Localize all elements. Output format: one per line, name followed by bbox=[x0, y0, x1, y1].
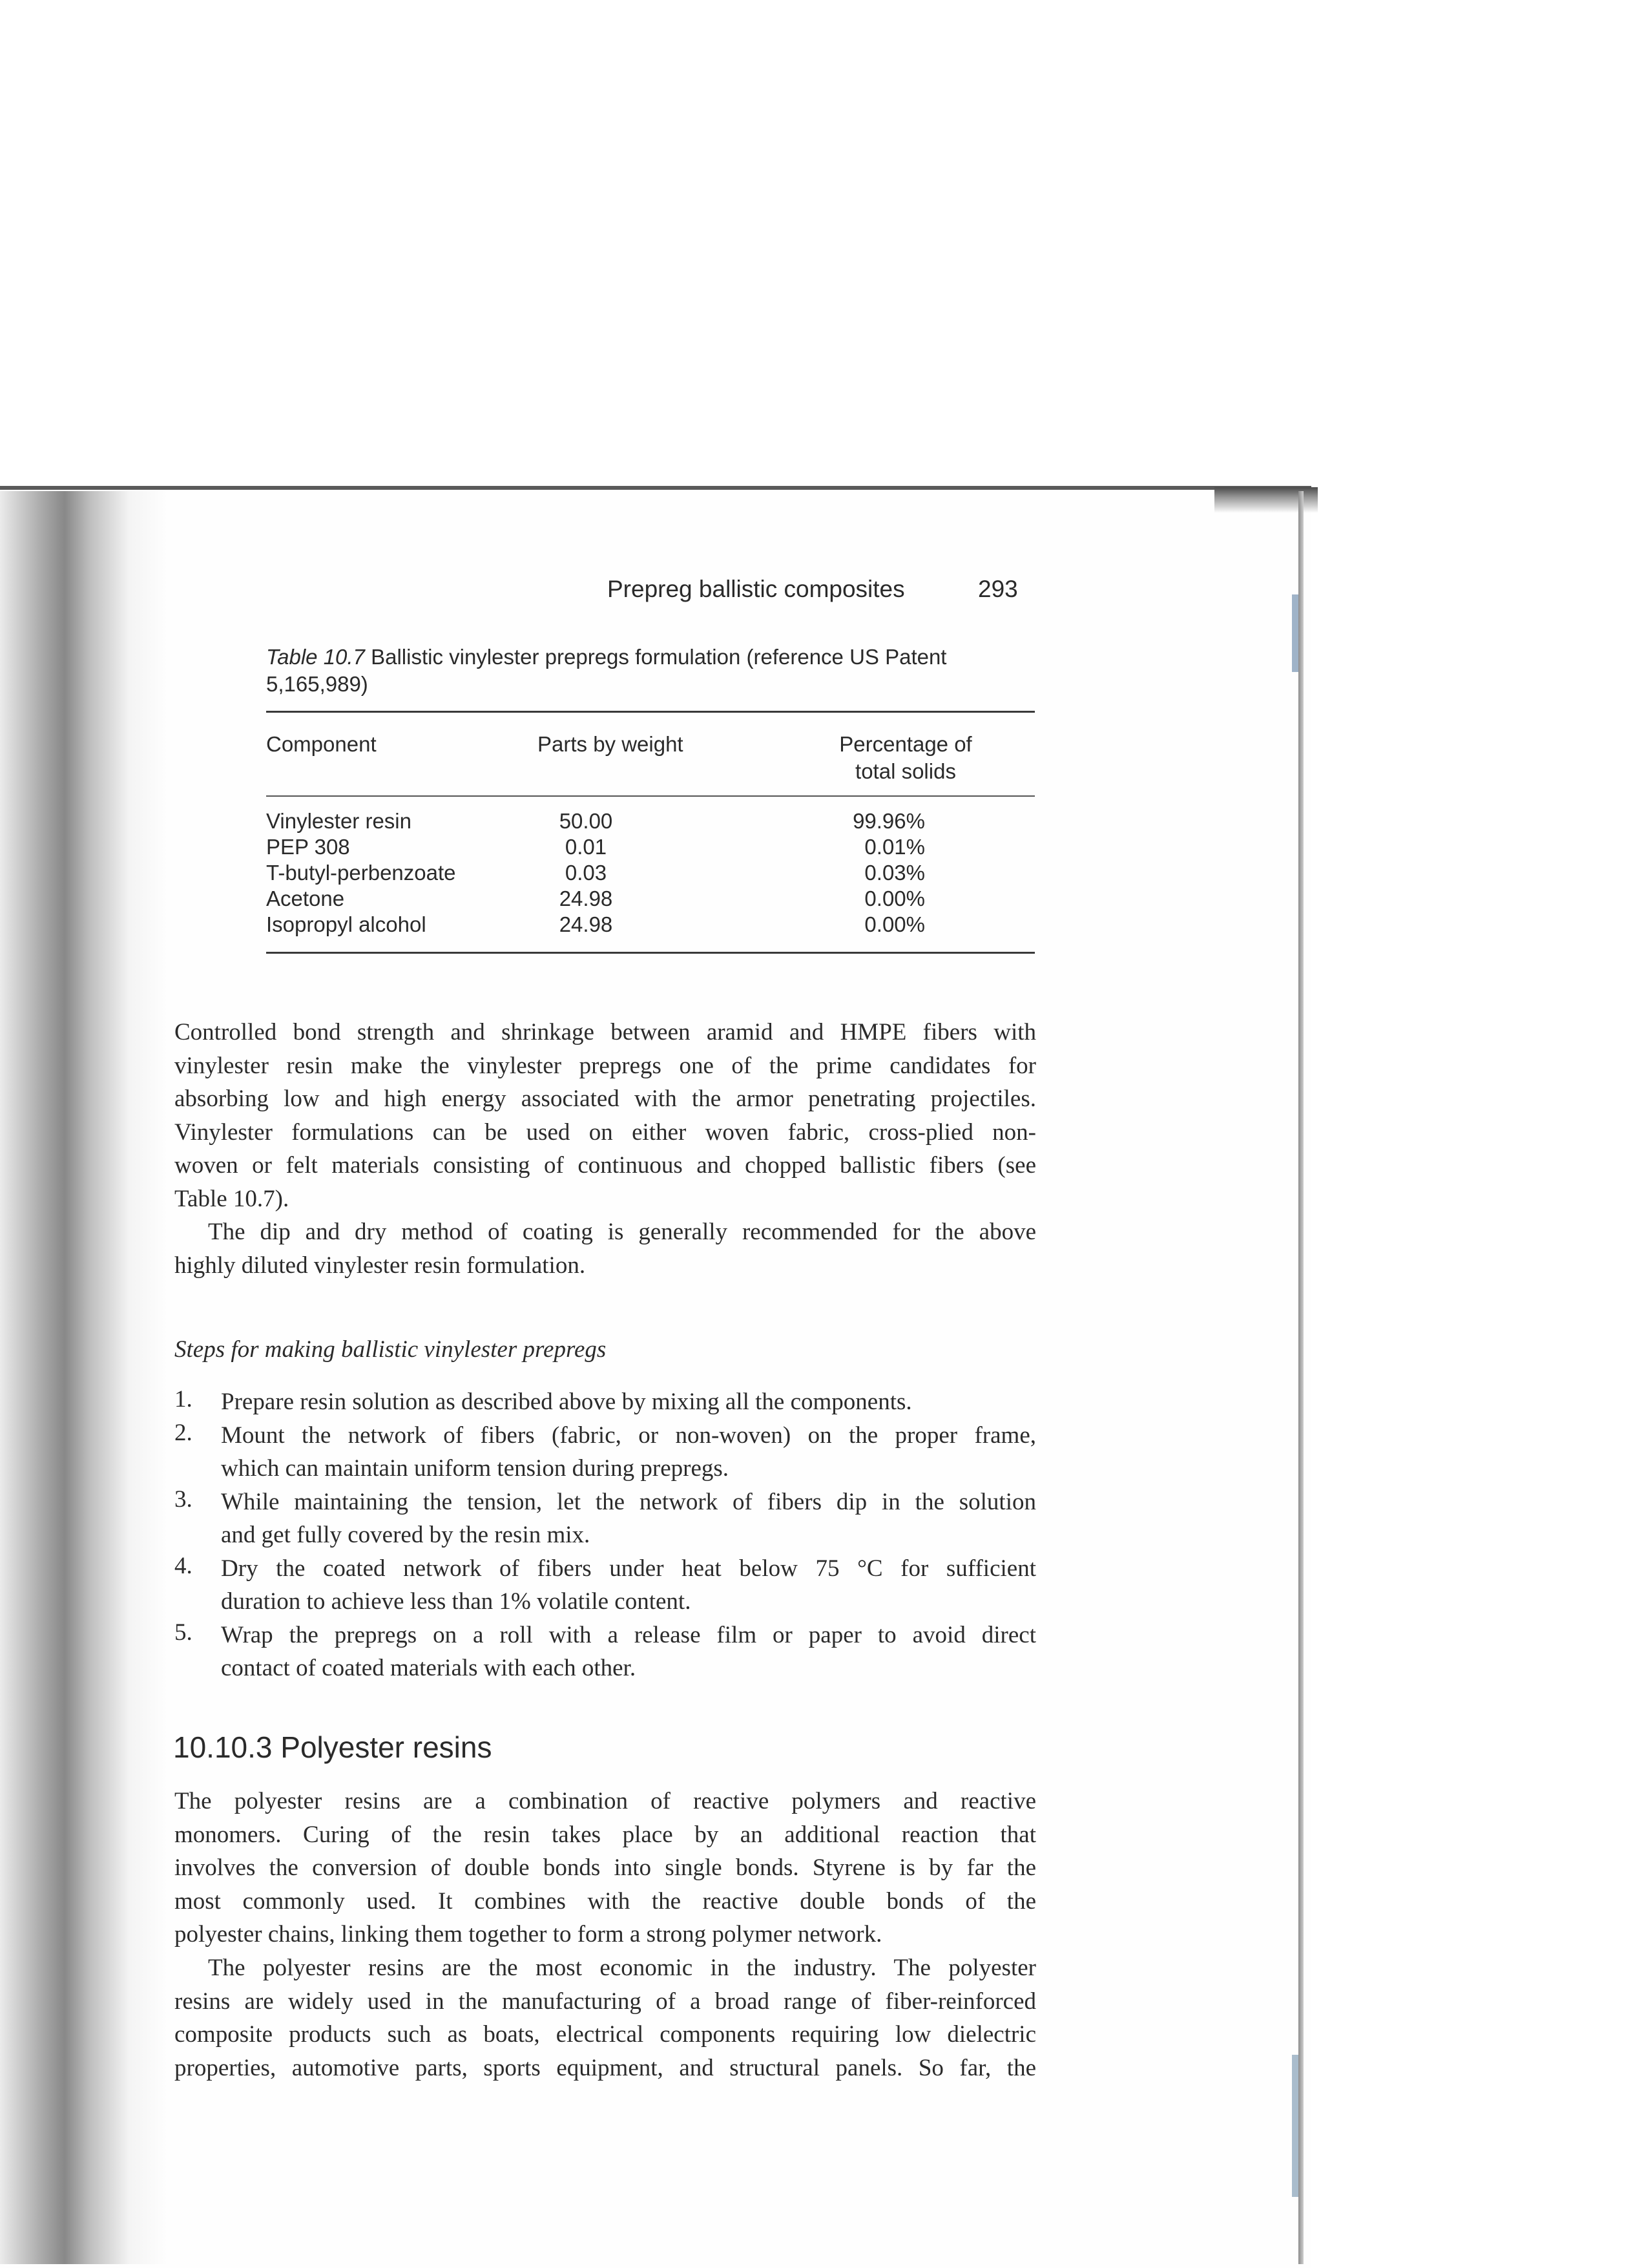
text-line: absorbing low and high energy associated with the armor penetrating projectiles. bbox=[174, 1086, 1036, 1112]
cell-parts: 50.00 bbox=[559, 809, 613, 833]
text-line: While maintaining the tension, let the network of fibers dip in the solution bbox=[221, 1488, 1036, 1515]
text-line: and get fully covered by the resin mix. bbox=[221, 1522, 590, 1548]
table-header-row bbox=[266, 713, 1035, 795]
table-caption-text-continued: 5,165,989) bbox=[266, 672, 368, 696]
table-row bbox=[266, 860, 1035, 886]
table-body bbox=[266, 797, 1035, 952]
formulation-table bbox=[266, 711, 1035, 954]
step-number: 5. bbox=[174, 1619, 192, 1646]
column-header-percent-line2: total solids bbox=[855, 759, 956, 783]
text-line: involves the conversion of double bonds into single bonds. Styrene is by far the bbox=[174, 1854, 1036, 1881]
body-paragraph bbox=[174, 1951, 1036, 2084]
body-paragraph bbox=[174, 1215, 1036, 1282]
table-caption-label: Table 10.7 bbox=[266, 645, 365, 669]
text-line: Wrap the prepregs on a roll with a release film or paper to avoid direct bbox=[221, 1621, 1036, 1648]
cell-component: Acetone bbox=[266, 887, 345, 910]
table-caption-text: Ballistic vinylester prepregs formulation (reference US Patent bbox=[371, 645, 947, 669]
cell-percent: 99.96% bbox=[853, 809, 925, 833]
cell-parts: 24.98 bbox=[559, 912, 613, 936]
page-edge-mark bbox=[1292, 594, 1298, 672]
text-line: Mount the network of fibers (fabric, or non-woven) on the proper frame, bbox=[221, 1422, 1036, 1449]
page-edge-mark bbox=[1292, 2055, 1298, 2197]
table-row bbox=[266, 808, 1035, 834]
text-line: contact of coated materials with each other. bbox=[221, 1655, 636, 1681]
text-line: Prepare resin solution as described above by mixing all the components. bbox=[221, 1389, 912, 1415]
list-item bbox=[174, 1419, 1036, 1486]
cell-component: Isopropyl alcohol bbox=[266, 912, 426, 936]
step-number: 4. bbox=[174, 1552, 192, 1579]
table-bottom-rule bbox=[266, 952, 1035, 954]
cell-percent: 0.00% bbox=[864, 912, 925, 936]
cell-percent: 0.00% bbox=[864, 887, 925, 910]
cell-component: T-butyl-perbenzoate bbox=[266, 861, 456, 885]
cell-component: Vinylester resin bbox=[266, 809, 411, 833]
cell-component: PEP 308 bbox=[266, 835, 350, 859]
text-line: Dry the coated network of fibers under heat below 75 °C for sufficient bbox=[221, 1555, 1036, 1582]
text-line: monomers. Curing of the resin takes place by an additional reaction that bbox=[174, 1821, 1036, 1848]
running-head bbox=[607, 574, 1027, 605]
text-line: properties, automotive parts, sports equipment, and structural panels. So far, the bbox=[174, 2054, 1036, 2081]
text-line: most commonly used. It combines with the reactive double bonds of the bbox=[174, 1887, 1036, 1915]
text-line: The polyester resins are the most economic in the industry. The polyester bbox=[208, 1955, 1036, 1981]
cell-parts: 0.03 bbox=[565, 861, 607, 885]
page-number: 293 bbox=[978, 576, 1018, 602]
list-item bbox=[174, 1619, 1036, 1685]
text-line: The dip and dry method of coating is generally recommended for the above bbox=[208, 1219, 1036, 1245]
page-right-edge bbox=[1298, 491, 1304, 2264]
column-header-percent bbox=[809, 731, 1003, 785]
text-line: polyester chains, linking them together to form a strong polymer network. bbox=[174, 1921, 882, 1948]
cell-percent: 0.01% bbox=[864, 835, 925, 859]
column-header-percent-line1: Percentage of bbox=[839, 732, 972, 756]
step-number: 1. bbox=[174, 1386, 192, 1412]
text-line: Controlled bond strength and shrinkage between aramid and HMPE fibers with bbox=[174, 1019, 1036, 1045]
column-header-parts: Parts by weight bbox=[537, 732, 683, 756]
running-head-title: Prepreg ballistic composites bbox=[607, 576, 905, 602]
text-line: resins are widely used in the manufacturing of a broad range of fiber-reinforced bbox=[174, 1988, 1036, 2015]
text-line: highly diluted vinylester resin formulation. bbox=[174, 1252, 586, 1279]
body-paragraph bbox=[174, 1785, 1036, 1951]
text-line: Table 10.7). bbox=[174, 1185, 289, 1212]
section-heading: 10.10.3 Polyester resins bbox=[173, 1730, 492, 1764]
step-number: 3. bbox=[174, 1486, 192, 1513]
column-header-component: Component bbox=[266, 732, 377, 756]
text-line: duration to achieve less than 1% volatile content. bbox=[221, 1588, 691, 1615]
spine-shadow bbox=[0, 491, 168, 2264]
list-item bbox=[174, 1486, 1036, 1552]
list-item bbox=[174, 1552, 1036, 1619]
scanner-background bbox=[0, 0, 1633, 491]
table-row bbox=[266, 912, 1035, 938]
text-line: woven or felt materials consisting of continuous and chopped ballistic fibers (see bbox=[174, 1152, 1036, 1179]
steps-list bbox=[174, 1385, 1036, 1685]
steps-heading: Steps for making ballistic vinylester prepregs bbox=[174, 1336, 607, 1363]
body-paragraph bbox=[174, 1016, 1036, 1215]
text-line: which can maintain uniform tension during prepregs. bbox=[221, 1455, 729, 1482]
cell-percent: 0.03% bbox=[864, 861, 925, 885]
text-line: The polyester resins are a combination of reactive polymers and reactive bbox=[174, 1788, 1036, 1814]
cell-parts: 24.98 bbox=[559, 887, 613, 910]
cell-parts: 0.01 bbox=[565, 835, 607, 859]
table-row bbox=[266, 886, 1035, 912]
text-line: composite products such as boats, electrical components requiring low dielectric bbox=[174, 2021, 1036, 2048]
text-line: vinylester resin make the vinylester prepregs one of the prime candidates for bbox=[174, 1052, 1036, 1079]
text-line: Vinylester formulations can be used on either woven fabric, cross-plied non- bbox=[174, 1118, 1036, 1146]
step-number: 2. bbox=[174, 1419, 192, 1446]
table-caption bbox=[266, 644, 1030, 698]
list-item bbox=[174, 1385, 1036, 1419]
table-row bbox=[266, 834, 1035, 860]
